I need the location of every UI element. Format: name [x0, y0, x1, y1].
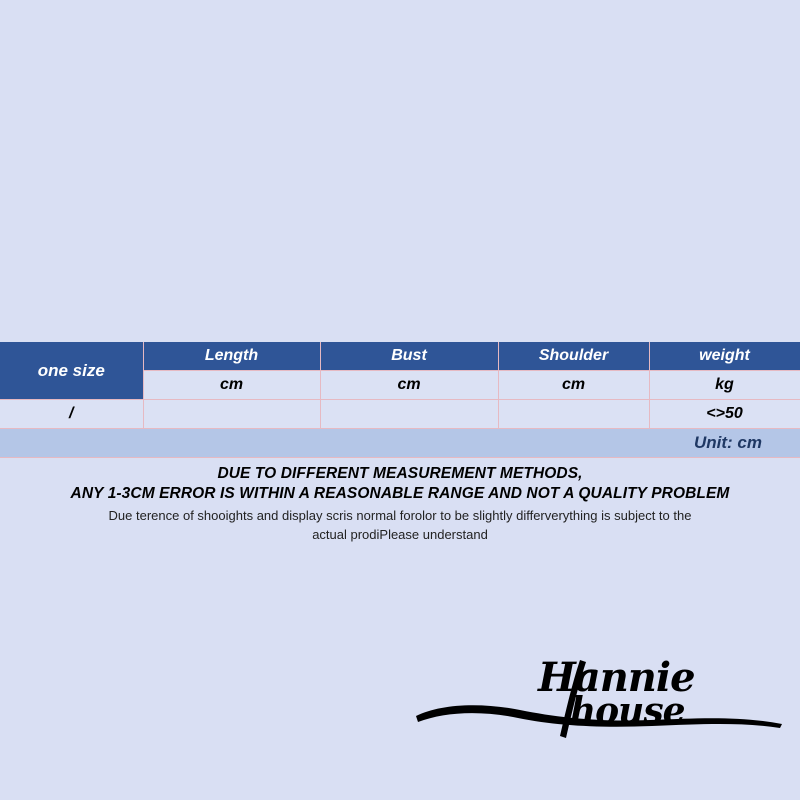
- column-header-shoulder: Shoulder: [498, 342, 649, 371]
- value-weight: <>50: [649, 400, 800, 429]
- unit-note-row: [0, 429, 800, 458]
- column-header-length: Length: [143, 342, 320, 371]
- notice-detail: Due terence of shooights and display scris normal forolor to be slightly differverything is subject to the actual prodiPlease understand: [108, 508, 692, 542]
- column-header-weight: weight: [649, 342, 800, 371]
- logo-word-1: Hannie: [538, 654, 695, 701]
- table-row: [0, 400, 800, 429]
- unit-shoulder: cm: [498, 371, 649, 400]
- value-bust: [320, 400, 498, 429]
- logo-word-2: house: [570, 690, 685, 732]
- unit-note: Unit: cm: [0, 429, 800, 458]
- value-length: [143, 400, 320, 429]
- unit-length: cm: [143, 371, 320, 400]
- header-row: [0, 342, 800, 371]
- value-size: /: [0, 400, 143, 429]
- size-label: one size: [0, 342, 143, 400]
- brand-logo: [410, 650, 790, 750]
- unit-bust: cm: [320, 371, 498, 400]
- notice-line-2: ANY 1-3CM ERROR IS WITHIN A REASONABLE RANGE AND NOT A QUALITY PROBLEM: [70, 485, 730, 502]
- value-shoulder: [498, 400, 649, 429]
- column-header-bust: Bust: [320, 342, 498, 371]
- notice-line-1: DUE TO DIFFERENT MEASUREMENT METHODS,: [217, 465, 583, 482]
- measurement-notes: [0, 464, 800, 544]
- unit-weight: kg: [649, 371, 800, 400]
- size-chart-table: [0, 342, 800, 458]
